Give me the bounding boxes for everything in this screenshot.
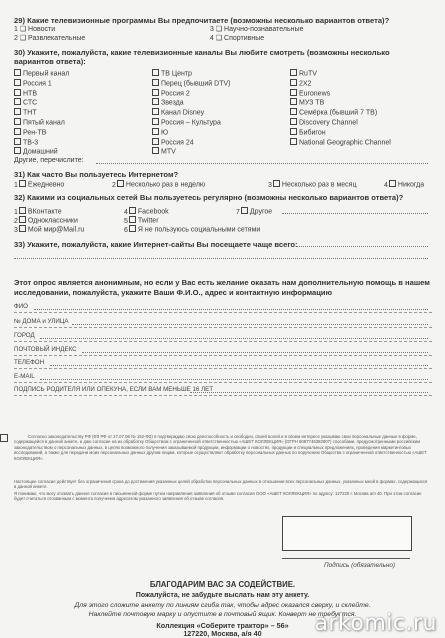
q32-title: 32) Какими из социальных сетей Вы пользуетесь регулярно (возможны несколько вариантов ответа)? xyxy=(14,193,404,202)
divider xyxy=(14,368,432,369)
thanks-text: БЛАГОДАРИМ ВАС ЗА СОДЕЙСТВИЕ. xyxy=(149,580,296,589)
checkbox-icon[interactable] xyxy=(152,98,159,105)
signature-line xyxy=(282,558,410,559)
channel-option[interactable]: RuTV xyxy=(290,69,391,79)
signature-label: Подпись (обязательно) xyxy=(324,562,396,569)
channel-option[interactable]: Бибигон xyxy=(290,128,391,138)
fio-input[interactable] xyxy=(34,309,428,310)
q30-other-input[interactable] xyxy=(96,163,428,164)
guardian-signature-input[interactable] xyxy=(190,392,428,393)
q32-other-input[interactable] xyxy=(282,213,428,214)
checkbox-icon[interactable] xyxy=(152,108,159,115)
reminder-text: Пожалуйста, не забудьте выслать нам эту анкету. xyxy=(135,592,310,599)
channel-option[interactable]: Россия – Культура xyxy=(152,118,230,128)
q30-column-3 xyxy=(290,69,391,147)
q32-option-ok[interactable]: 2 Одноклассники xyxy=(14,217,78,225)
anon-notice-line-1: Этот опрос является анонимным, но если у Вас есть желание оказать нам дополнительную помощь в нашем xyxy=(14,278,430,287)
q31-option-daily[interactable]: 1 Ежедневно xyxy=(14,181,65,189)
checkbox-icon[interactable] xyxy=(290,89,297,96)
checkbox-icon[interactable] xyxy=(152,138,159,145)
q31-option-monthly[interactable]: 3 Несколько раз в месяц xyxy=(268,181,357,189)
checkbox-icon[interactable] xyxy=(152,118,159,125)
email-input[interactable] xyxy=(40,379,428,380)
q30-other-label: Другие, перечислите: xyxy=(14,157,84,164)
channel-option[interactable]: Канал Disney xyxy=(152,108,230,118)
channel-option[interactable]: ТНТ xyxy=(14,108,69,118)
channel-option[interactable]: МУЗ ТВ xyxy=(290,98,391,108)
q33-input-line-2[interactable] xyxy=(14,258,428,259)
channel-option[interactable]: ТВ-3 xyxy=(14,138,69,148)
checkbox-icon[interactable] xyxy=(152,147,159,154)
q29-option-science[interactable]: 3 ❑ Научно-познавательные xyxy=(210,26,304,33)
checkbox-icon[interactable] xyxy=(152,128,159,135)
channel-option[interactable]: Euronews xyxy=(290,89,391,99)
stamp-instructions: Наклейте почтовую марку и опустите в почтовый ящик. Конверт не требуется. xyxy=(88,611,357,618)
checkbox-icon[interactable] xyxy=(14,138,21,145)
checkbox-icon[interactable] xyxy=(152,89,159,96)
divider xyxy=(14,327,432,328)
field-label-street: № ДОМА и УЛИЦА xyxy=(14,318,69,325)
field-label-phone: ТЕЛЕФОН xyxy=(14,359,45,366)
checkbox-icon[interactable] xyxy=(129,216,136,223)
consent-checkbox-icon[interactable] xyxy=(0,434,8,442)
channel-option[interactable]: Домашний xyxy=(14,147,69,157)
signature-box[interactable] xyxy=(282,516,412,551)
checkbox-icon[interactable] xyxy=(290,138,297,145)
checkbox-icon[interactable] xyxy=(19,180,26,187)
checkbox-icon[interactable] xyxy=(14,79,21,86)
city-input[interactable] xyxy=(40,338,428,339)
zip-input[interactable] xyxy=(82,352,428,353)
channel-option[interactable]: Пятый канал xyxy=(14,118,69,128)
channel-option[interactable]: ТВ Центр xyxy=(152,69,230,79)
q32-option-facebook[interactable]: 4 Facebook xyxy=(124,208,169,216)
q31-option-weekly[interactable]: 2 Несколько раз в неделю xyxy=(112,181,206,189)
channel-option[interactable]: Семёрка (бывший 7 ТВ) xyxy=(290,108,391,118)
checkbox-icon[interactable] xyxy=(129,225,136,232)
checkbox-icon[interactable] xyxy=(19,207,26,214)
q31-option-never[interactable]: 4 Никогда xyxy=(384,181,425,189)
field-label-fio: ФИО xyxy=(14,303,28,310)
checkbox-icon[interactable] xyxy=(389,180,396,187)
checkbox-icon[interactable] xyxy=(290,98,297,105)
channel-option[interactable]: Ю xyxy=(152,128,230,138)
checkbox-icon[interactable] xyxy=(129,207,136,214)
q32-option-none[interactable]: 6 Я не пользуюсь социальными сетями xyxy=(124,226,261,234)
channel-option[interactable]: Рен-ТВ xyxy=(14,128,69,138)
checkbox-icon[interactable] xyxy=(14,147,21,154)
fold-instructions: Для этого сложите анкету по линиям сгиба так, чтобы адрес оказался сверху, и склейте. xyxy=(74,602,371,609)
checkbox-icon[interactable] xyxy=(290,69,297,76)
channel-option[interactable]: 2X2 xyxy=(290,79,391,89)
divider xyxy=(14,341,432,342)
channel-option[interactable]: СТС xyxy=(14,98,69,108)
checkbox-icon[interactable] xyxy=(152,79,159,86)
consent-text-3: Я понимаю, что могу отозвать данное согласие в письменной форме путем направления заявления об отзыве согласия ООО «АШЕТ КОЛЛЕКЦИЯ» по адресу: 127220 г. Москва а/я 40. При этом согласие будет считаться отозванным с момента получения адресатом указанного заявления об отзыве согласия. xyxy=(14,491,422,502)
channel-option[interactable]: Россия 24 xyxy=(152,138,230,148)
address-line-1: Коллекция «Соберите трактор» – 56» xyxy=(156,621,289,630)
q29-option-entertainment[interactable]: 2 ❑ Развлекательные xyxy=(14,35,86,42)
channel-option[interactable]: Звезда xyxy=(152,98,230,108)
q29-option-news[interactable]: 1 ❑ Новости xyxy=(14,26,56,33)
phone-input[interactable] xyxy=(50,365,428,366)
channel-option[interactable]: НТВ xyxy=(14,89,69,99)
checkbox-icon[interactable] xyxy=(14,108,21,115)
q31-title: 31) Как часто Вы пользуетесь Интернетом? xyxy=(14,170,179,179)
field-label-email: E-MAIL xyxy=(14,373,35,380)
address-line-2: 127220, Москва, а/я 40 xyxy=(183,629,262,638)
divider xyxy=(14,355,432,356)
channel-option[interactable]: Перец (бывший DTV) xyxy=(152,79,230,89)
q29-title: 29) Какие телевизионные программы Вы предпочитаете (возможны несколько вариантов ответа)? xyxy=(14,16,390,25)
watermark-text: arkomic.ru xyxy=(314,611,437,636)
checkbox-icon[interactable] xyxy=(273,180,280,187)
channel-option[interactable]: Первый канал xyxy=(14,69,69,79)
field-label-zip: ПОЧТОВЫЙ ИНДЕКС xyxy=(14,346,77,353)
q32-option-vk[interactable]: 1 ВКонтакте xyxy=(14,208,62,216)
anon-notice-line-2: исследовании, пожалуйста, укажите Ваши Ф.И.О., адрес и контактную информацию xyxy=(14,288,333,297)
checkbox-icon[interactable] xyxy=(14,118,21,125)
checkbox-icon[interactable] xyxy=(14,89,21,96)
q29-option-sports[interactable]: 4 ❑ Спортивные xyxy=(210,35,265,42)
divider xyxy=(14,382,432,383)
checkbox-icon[interactable] xyxy=(14,69,21,76)
q30-column-2 xyxy=(152,69,230,157)
q33-input-line-1[interactable] xyxy=(297,246,428,247)
q32-option-mailru[interactable]: 3 Мой мир@Mail.ru xyxy=(14,226,85,234)
q33-title: 33) Укажите, пожалуйста, какие Интернет-сайты Вы посещаете чаще всего: xyxy=(14,240,298,249)
q32-option-other[interactable]: 7 Другое xyxy=(236,208,273,216)
channel-option[interactable]: Россия 2 xyxy=(152,89,230,99)
q30-title: 30) Укажите, пожалуйста, какие телевизионные каналы Вы любите смотреть (возможны несколько вариантов ответа): xyxy=(14,48,390,66)
consent-text-2: Настоящее согласие действует без ограничения срока до достижения указанных целей обработки персональных данных в отношении всех персональных данных, указанных мной в формах, содержащихся в данной анкете. xyxy=(14,479,428,490)
channel-option[interactable]: MTV xyxy=(152,147,230,157)
checkbox-icon[interactable] xyxy=(241,207,248,214)
checkbox-icon[interactable] xyxy=(290,118,297,125)
consent-text-1: Согласно законодательству РФ (ФЗ РФ от 27.07.06 № 152-ФЗ) я подтверждаю свою дееспособность и свободно, своей волей и в своем интересе указываю свои персональные данные в форме, содержащейся в данной анкете, и даю согласие на их обработку Обществом с ограниченной ответственностью «АШЕТ КОЛЛЕКЦИЯ» (ОГРН 5087746382807) способами, предусмотренными российским законодательством о персональных данных, в целях возможного получения заказываемой продукции, информации о новостях, продукции и специальных предложениях, проведения маркетинговых исследований, а также для передачи моих персональных данных другим лицам, которые осуществляют обработку персональных данных по поручению Общества с ограниченной ответственностью «АШЕТ КОЛЛЕКЦИЯ». xyxy=(14,434,429,461)
checkbox-icon[interactable] xyxy=(14,98,21,105)
channel-option[interactable]: National Geographic Channel xyxy=(290,138,391,148)
field-label-city: ГОРОД xyxy=(14,332,35,339)
checkbox-icon[interactable] xyxy=(117,180,124,187)
checkbox-icon[interactable] xyxy=(290,79,297,86)
q32-option-twitter[interactable]: 5 Twitter xyxy=(124,217,159,225)
field-label-guardian-signature: ПОДПИСЬ РОДИТЕЛЯ ИЛИ ОПЕКУНА, ЕСЛИ ВАМ МЕНЬШЕ 16 ЛЕТ xyxy=(14,386,214,393)
street-input[interactable] xyxy=(72,324,428,325)
checkbox-icon[interactable] xyxy=(14,128,21,135)
divider xyxy=(14,395,432,396)
checkbox-icon[interactable] xyxy=(290,108,297,115)
checkbox-icon[interactable] xyxy=(152,69,159,76)
q30-column-1 xyxy=(14,69,69,157)
channel-option[interactable]: Россия 1 xyxy=(14,79,69,89)
divider xyxy=(14,312,432,313)
channel-option[interactable]: Discovery Channel xyxy=(290,118,391,128)
checkbox-icon[interactable] xyxy=(290,128,297,135)
checkbox-icon[interactable] xyxy=(19,216,26,223)
checkbox-icon[interactable] xyxy=(19,225,26,232)
